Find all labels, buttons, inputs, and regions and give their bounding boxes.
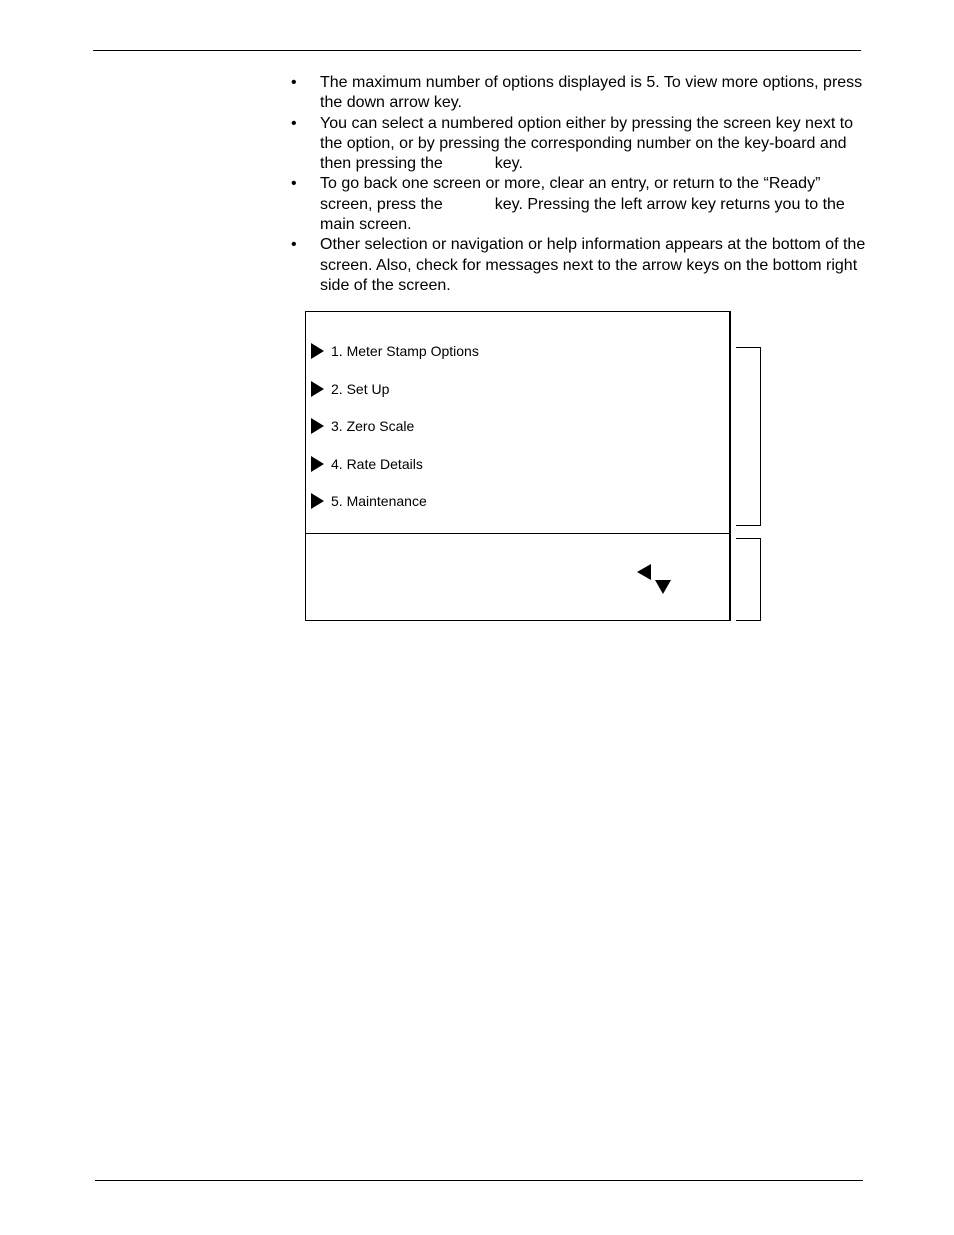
menu-item-label: 4. Rate Details bbox=[331, 456, 423, 472]
menu-area-bracket bbox=[736, 347, 761, 526]
bullet-text: Other selection or navigation or help information appears at the bottom of the screen. Also, check for messages next to the arrow keys on the bottom right side of the screen. bbox=[320, 236, 866, 294]
list-item bbox=[291, 73, 866, 114]
bullet-icon: • bbox=[291, 175, 297, 193]
down-arrow-icon[interactable] bbox=[655, 580, 671, 594]
left-arrow-icon[interactable] bbox=[637, 564, 651, 580]
screen-edge bbox=[729, 311, 731, 621]
play-triangle-icon bbox=[311, 381, 324, 397]
bullet-icon: • bbox=[291, 236, 297, 254]
play-triangle-icon bbox=[311, 418, 324, 434]
menu-item-label: 1. Meter Stamp Options bbox=[331, 343, 479, 359]
menu-item-label: 3. Zero Scale bbox=[331, 418, 415, 434]
info-area-bracket bbox=[736, 538, 761, 621]
menu-item-zero-scale[interactable] bbox=[311, 416, 414, 436]
bullet-icon: • bbox=[291, 74, 297, 91]
bullet-text-before: You can select a numbered option either by pressing the screen key next to the option, or by pressing the corresponding number on the key-board and then pressing the bbox=[320, 114, 854, 173]
bullet-text-after: key. Pressing the left arrow key returns you to the main screen. bbox=[320, 195, 845, 234]
play-triangle-icon bbox=[311, 456, 324, 472]
list-item bbox=[291, 114, 866, 175]
footer-rule bbox=[95, 1180, 863, 1181]
bullet-icon: • bbox=[291, 114, 297, 132]
menu-item-label: 2. Set Up bbox=[331, 381, 390, 397]
bullet-text bbox=[320, 174, 866, 235]
header-rule bbox=[93, 50, 861, 51]
play-triangle-icon bbox=[311, 493, 324, 509]
bullet-text bbox=[320, 114, 866, 175]
bullet-text-before: To go back one screen or more, clear an entry, or return to the “Ready” screen, press the bbox=[320, 175, 821, 213]
screen-divider bbox=[305, 533, 729, 534]
bullet-text-after: key. bbox=[494, 155, 523, 173]
play-triangle-icon bbox=[311, 343, 324, 359]
menu-item-rate-details[interactable] bbox=[311, 454, 423, 474]
bullet-text: The maximum number of options displayed is 5. To view more options, press the down arrow key. bbox=[320, 74, 863, 112]
instruction-list bbox=[291, 73, 866, 296]
menu-item-label: 5. Maintenance bbox=[331, 493, 427, 509]
list-item bbox=[291, 174, 866, 235]
menu-item-meter-stamp-options[interactable] bbox=[311, 341, 479, 361]
list-item bbox=[291, 235, 866, 296]
menu-item-set-up[interactable] bbox=[311, 379, 389, 399]
menu-item-maintenance[interactable] bbox=[311, 491, 427, 511]
